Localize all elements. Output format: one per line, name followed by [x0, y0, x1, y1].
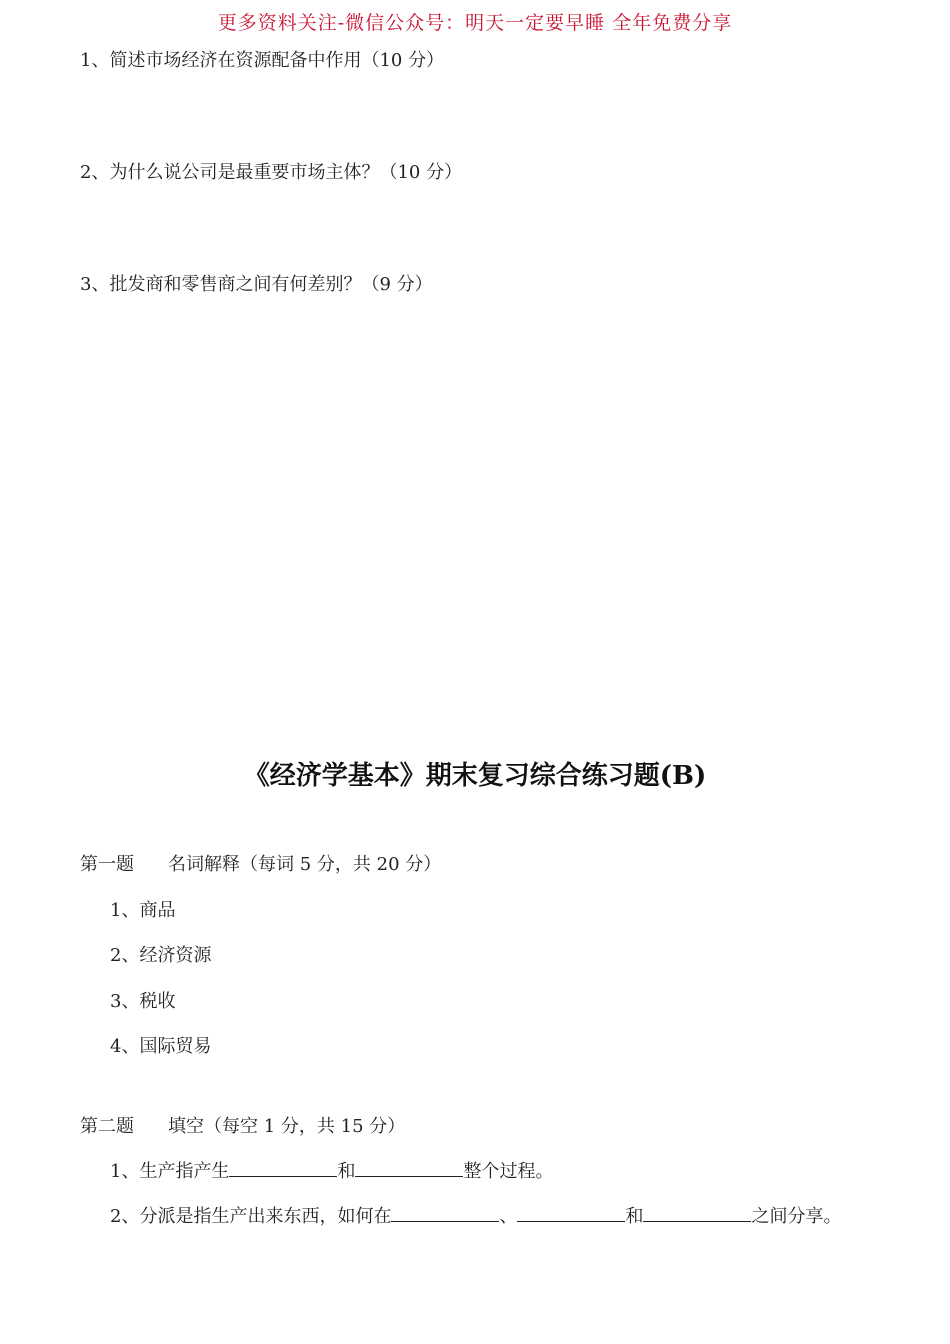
term-item: 4、国际贸易: [110, 1036, 212, 1057]
fill-q2-text-d: 之间分享。: [751, 1206, 842, 1227]
question-1: 1、简述市场经济在资源配备中作用（10 分）: [80, 50, 445, 71]
page-title: 《经济学基本》期末复习综合练习题(B): [243, 761, 707, 791]
fill-q1-text-a: 1、生产指产生: [110, 1161, 230, 1182]
fill-question-1: [110, 1157, 553, 1183]
fill-blank[interactable]: [643, 1203, 751, 1222]
fill-blank[interactable]: [391, 1203, 499, 1222]
question-2: 2、为什么说公司是最重要市场主体？（10 分）: [80, 162, 463, 183]
fill-q2-text-b: 、: [499, 1206, 518, 1227]
section-1-label: 第一题: [80, 854, 134, 875]
watermark-banner: 更多资料关注-微信公众号：明天一定要早睡 全年免费分享: [217, 12, 733, 34]
fill-q1-text-c: 整个过程。: [463, 1161, 554, 1182]
term-item: 1、商品: [110, 900, 176, 921]
question-3: 3、批发商和零售商之间有何差别？（9 分）: [80, 274, 433, 295]
fill-question-2: [110, 1202, 841, 1228]
fill-q2-text-c: 和: [625, 1206, 644, 1227]
term-item: 2、经济资源: [110, 945, 212, 966]
fill-blank[interactable]: [517, 1203, 625, 1222]
fill-q1-text-b: 和: [337, 1161, 356, 1182]
term-item: 3、税收: [110, 991, 176, 1012]
fill-q2-text-a: 2、分派是指生产出来东西，如何在: [110, 1206, 392, 1227]
section-2-heading: 填空（每空 1 分，共 15 分）: [168, 1116, 406, 1137]
section-1-header: [80, 850, 441, 876]
section-2-label: 第二题: [80, 1116, 134, 1137]
section-1-heading: 名词解释（每词 5 分，共 20 分）: [168, 854, 442, 875]
section-2-header: [80, 1112, 405, 1138]
fill-blank[interactable]: [355, 1158, 463, 1177]
fill-blank[interactable]: [229, 1158, 337, 1177]
